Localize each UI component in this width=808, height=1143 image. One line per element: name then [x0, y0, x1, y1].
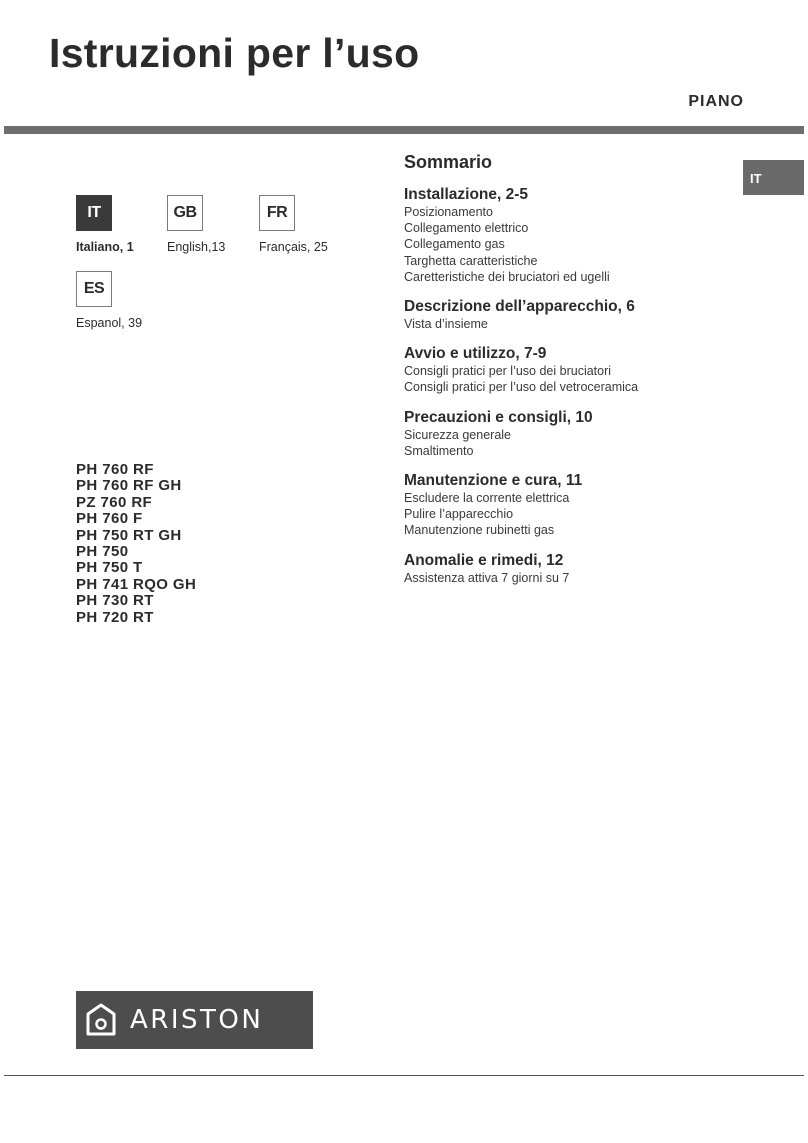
language-caption: Italiano, 1	[76, 240, 134, 254]
house-icon	[86, 1003, 116, 1037]
toc-item[interactable]: Escludere la corrente elettrica	[404, 491, 570, 506]
language-it[interactable]	[76, 195, 171, 254]
bottom-divider	[4, 1075, 804, 1076]
toc-item[interactable]: Manutenzione rubinetti gas	[404, 523, 555, 538]
model-item: PH 750 T	[76, 559, 143, 577]
model-item: PH 720 RT	[76, 608, 154, 626]
toc-item[interactable]: Consigli pratici per l’uso dei bruciatori	[404, 364, 612, 379]
toc-item[interactable]: Vista d’insieme	[404, 317, 488, 332]
language-code: GB	[167, 195, 203, 231]
brand-name: ARISTON	[130, 1005, 264, 1035]
model-item: PH 760 F	[76, 510, 143, 528]
toc-item[interactable]: Consigli pratici per l’uso del vetroceramica	[404, 380, 639, 395]
model-item: PH 750 RT GH	[76, 526, 182, 544]
toc-item[interactable]: Pulire l’apparecchio	[404, 507, 514, 522]
model-item: PH 741 RQO GH	[76, 575, 197, 593]
language-code: IT	[76, 195, 112, 231]
toc-section-title[interactable]: Installazione, 2-5	[404, 186, 529, 203]
toc-item[interactable]: Sicurezza generale	[404, 427, 512, 442]
toc-section-precauzioni	[404, 408, 734, 459]
language-fr[interactable]	[259, 195, 354, 254]
page-title: Istruzioni per l’uso	[49, 30, 420, 76]
toc-item[interactable]: Posizionamento	[404, 205, 493, 219]
language-code: FR	[259, 195, 295, 231]
toc-section-title[interactable]: Avvio e utilizzo, 7-9	[404, 345, 547, 363]
language-code: ES	[76, 271, 112, 307]
toc-section-title[interactable]: Precauzioni e consigli, 10	[404, 408, 593, 426]
toc-section-anomalie	[404, 551, 734, 586]
toc-section-manutenzione	[404, 471, 734, 539]
table-of-contents	[404, 152, 734, 598]
toc-item[interactable]: Targhetta caratteristiche	[404, 253, 538, 268]
toc-section-title[interactable]: Descrizione dell’apparecchio, 6	[404, 298, 635, 316]
top-divider	[4, 126, 804, 134]
toc-item[interactable]: Assistenza attiva 7 giorni su 7	[404, 570, 570, 585]
brand-logo	[76, 991, 313, 1049]
language-es[interactable]	[76, 271, 171, 330]
language-caption: Espanol, 39	[76, 316, 143, 330]
model-list	[76, 462, 196, 626]
toc-item[interactable]: Collegamento elettrico	[404, 221, 529, 236]
toc-section-descrizione	[404, 297, 734, 332]
model-item: PZ 760 RF	[76, 493, 153, 511]
language-gb[interactable]	[167, 195, 262, 254]
toc-section-title[interactable]: Anomalie e rimedi, 12	[404, 551, 564, 569]
language-side-tab: IT	[743, 160, 804, 195]
toc-section-avvio	[404, 344, 734, 395]
model-item: PH 730 RT	[76, 592, 154, 610]
model-item: PH 760 RF GH	[76, 477, 182, 495]
toc-item[interactable]: Collegamento gas	[404, 237, 505, 252]
language-caption: Français, 25	[259, 240, 328, 254]
toc-section-installazione	[404, 185, 734, 285]
toc-item[interactable]: Smaltimento	[404, 443, 474, 458]
product-type: PIANO	[688, 93, 744, 110]
language-caption: English,13	[167, 240, 226, 254]
model-item: PH 750	[76, 543, 129, 561]
toc-heading: Sommario	[404, 152, 493, 172]
toc-item[interactable]: Caretteristiche dei bruciatori ed ugelli	[404, 269, 610, 284]
model-item: PH 760 RF	[76, 461, 154, 478]
toc-section-title[interactable]: Manutenzione e cura, 11	[404, 472, 583, 490]
